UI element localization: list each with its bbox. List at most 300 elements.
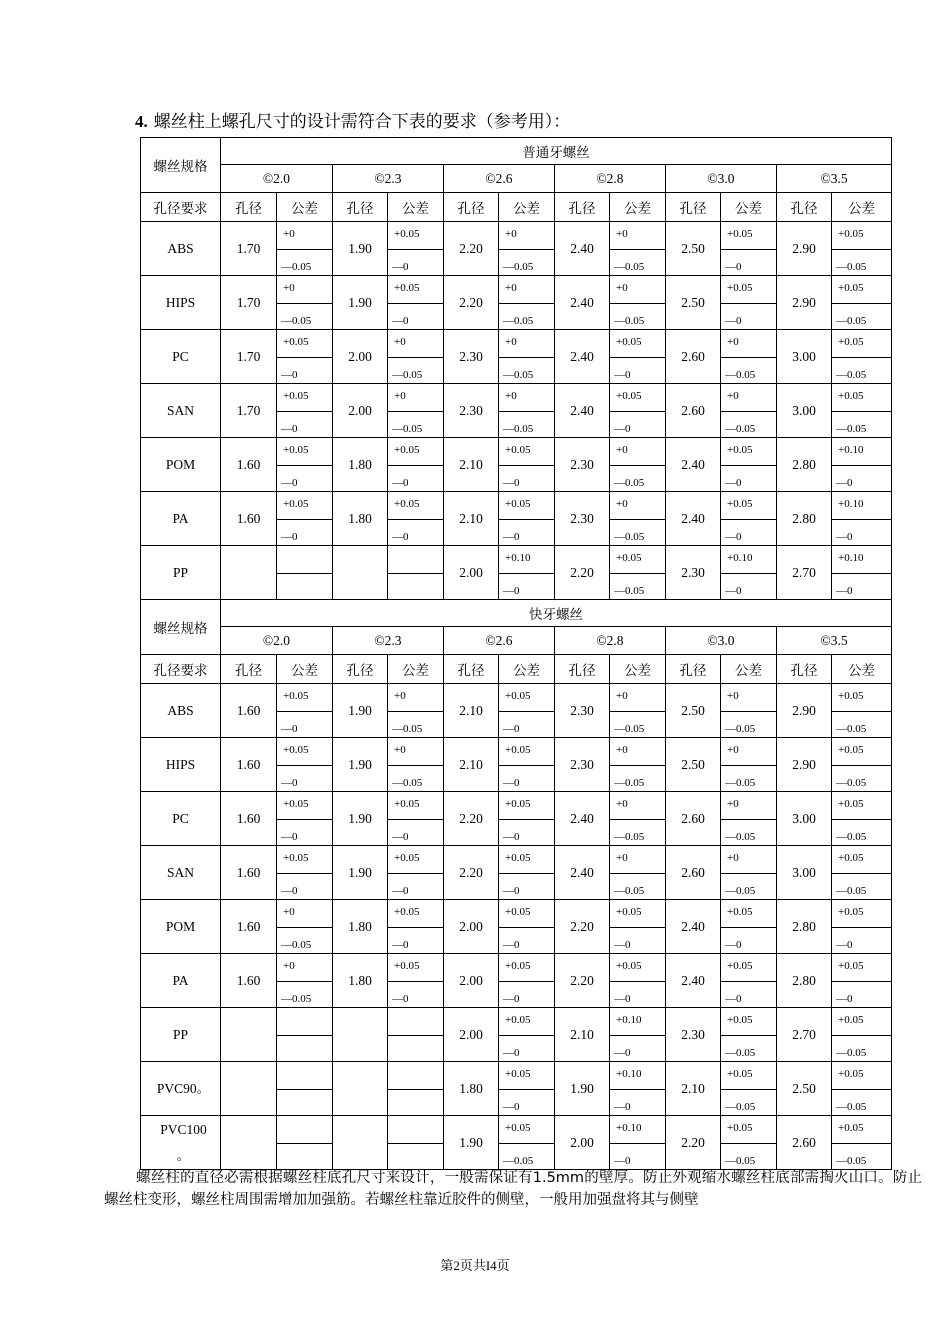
tolerance-upper: +0.05 bbox=[394, 960, 420, 972]
tolerance-cell bbox=[610, 738, 666, 792]
hole-diameter-cell: 3.00 bbox=[777, 792, 832, 846]
tolerance-header: 公差 bbox=[277, 193, 333, 222]
tolerance-header: 公差 bbox=[499, 193, 555, 222]
tolerance-lower: —0.05 bbox=[836, 1101, 867, 1113]
tolerance-upper: +0.05 bbox=[838, 906, 864, 918]
tolerance-lower: —0.05 bbox=[392, 777, 423, 789]
tolerance-divider bbox=[721, 465, 776, 466]
tolerance-divider bbox=[277, 873, 332, 874]
hole-diameter-cell: 1.70 bbox=[221, 276, 277, 330]
tolerance-lower: —0.05 bbox=[503, 423, 534, 435]
tolerance-divider bbox=[388, 711, 443, 712]
tolerance-cell bbox=[832, 438, 892, 492]
tolerance-lower: —0.05 bbox=[725, 423, 756, 435]
tolerance-lower: —0 bbox=[503, 723, 520, 735]
hole-diameter-cell: 2.00 bbox=[444, 1008, 499, 1062]
hole-diameter-cell: 2.20 bbox=[444, 792, 499, 846]
hole-diameter-cell: 1.70 bbox=[221, 222, 277, 276]
hole-diameter-cell: 2.00 bbox=[333, 384, 388, 438]
tolerance-upper: +0.05 bbox=[283, 444, 309, 456]
tolerance-divider bbox=[832, 249, 891, 250]
tolerance-divider bbox=[388, 357, 443, 358]
tolerance-divider bbox=[721, 357, 776, 358]
size-header: ©2.6 bbox=[444, 627, 555, 655]
tolerance-upper: +0 bbox=[394, 390, 406, 402]
tolerance-upper: +0.05 bbox=[505, 906, 531, 918]
table-row bbox=[141, 1008, 892, 1062]
tolerance-header: 公差 bbox=[388, 655, 444, 684]
tolerance-lower: —0 bbox=[614, 939, 631, 951]
tolerance-divider bbox=[721, 819, 776, 820]
tolerance-upper: +0.05 bbox=[505, 960, 531, 972]
tolerance-cell bbox=[499, 792, 555, 846]
tolerance-lower: —0.05 bbox=[392, 723, 423, 735]
tolerance-divider bbox=[277, 819, 332, 820]
table-row bbox=[141, 792, 892, 846]
tolerance-cell bbox=[832, 900, 892, 954]
hole-diameter-header: 孔径 bbox=[221, 655, 277, 684]
hole-diameter-cell: 2.50 bbox=[666, 276, 721, 330]
hole-diameter-cell: 2.00 bbox=[444, 900, 499, 954]
tolerance-upper: +0.05 bbox=[505, 744, 531, 756]
table-row bbox=[141, 1062, 892, 1116]
tolerance-cell bbox=[388, 330, 444, 384]
hole-diameter-cell bbox=[221, 1116, 277, 1170]
tolerance-cell bbox=[388, 546, 444, 600]
tolerance-divider bbox=[832, 573, 891, 574]
material-cell: ABS bbox=[141, 684, 221, 738]
tolerance-upper: +0 bbox=[394, 744, 406, 756]
tolerance-divider bbox=[499, 981, 554, 982]
tolerance-divider bbox=[832, 465, 891, 466]
column-header-row bbox=[141, 655, 892, 684]
tolerance-cell bbox=[832, 846, 892, 900]
hole-diameter-cell: 2.60 bbox=[777, 1116, 832, 1170]
tolerance-header: 公差 bbox=[499, 655, 555, 684]
hole-diameter-cell: 2.60 bbox=[666, 792, 721, 846]
tolerance-divider bbox=[610, 1035, 665, 1036]
tolerance-upper: +0.05 bbox=[616, 960, 642, 972]
table-row bbox=[141, 438, 892, 492]
tolerance-cell bbox=[721, 384, 777, 438]
spec-label: 螺丝规格 bbox=[141, 138, 221, 193]
tolerance-cell bbox=[610, 276, 666, 330]
tolerance-upper: +0.05 bbox=[394, 282, 420, 294]
tolerance-lower: —0 bbox=[725, 585, 742, 597]
tolerance-upper: +0 bbox=[727, 390, 739, 402]
tolerance-upper: +0.05 bbox=[505, 498, 531, 510]
tolerance-lower: —0 bbox=[725, 993, 742, 1005]
hole-diameter-cell: 1.90 bbox=[333, 738, 388, 792]
tolerance-cell bbox=[832, 276, 892, 330]
tolerance-divider bbox=[499, 927, 554, 928]
tolerance-upper: +0.05 bbox=[727, 228, 753, 240]
tolerance-cell bbox=[499, 738, 555, 792]
tolerance-cell bbox=[610, 222, 666, 276]
tolerance-header: 公差 bbox=[832, 193, 892, 222]
tolerance-cell bbox=[721, 222, 777, 276]
table-row bbox=[141, 954, 892, 1008]
hole-diameter-cell: 1.60 bbox=[221, 792, 277, 846]
size-header: ©2.0 bbox=[221, 165, 333, 193]
tolerance-cell bbox=[388, 954, 444, 1008]
hole-diameter-cell: 1.90 bbox=[333, 276, 388, 330]
tolerance-lower: —0.05 bbox=[281, 261, 312, 273]
hole-diameter-cell: 1.60 bbox=[221, 738, 277, 792]
tolerance-upper: +0.05 bbox=[505, 1068, 531, 1080]
tolerance-header: 公差 bbox=[277, 655, 333, 684]
tolerance-cell bbox=[499, 684, 555, 738]
tolerance-divider bbox=[610, 573, 665, 574]
hole-diameter-header: 孔径 bbox=[333, 655, 388, 684]
tolerance-upper: +0.05 bbox=[838, 390, 864, 402]
tolerance-lower: —0 bbox=[281, 723, 298, 735]
tolerance-divider bbox=[610, 303, 665, 304]
tolerance-cell bbox=[388, 1116, 444, 1170]
tolerance-lower: —0.05 bbox=[614, 531, 645, 543]
tolerance-cell bbox=[832, 738, 892, 792]
tolerance-upper: +0 bbox=[394, 690, 406, 702]
section-number: 4. bbox=[135, 112, 148, 131]
tolerance-divider bbox=[388, 765, 443, 766]
tolerance-lower: —0 bbox=[836, 939, 853, 951]
tolerance-upper: +0 bbox=[727, 336, 739, 348]
tolerance-upper: +0.05 bbox=[283, 498, 309, 510]
tolerance-divider bbox=[277, 981, 332, 982]
tolerance-cell bbox=[277, 1116, 333, 1170]
tolerance-upper: +0.05 bbox=[394, 498, 420, 510]
tolerance-cell bbox=[721, 900, 777, 954]
tolerance-cell bbox=[832, 546, 892, 600]
tolerance-lower: —0 bbox=[392, 939, 409, 951]
size-header: ©3.0 bbox=[666, 165, 777, 193]
tolerance-cell bbox=[832, 954, 892, 1008]
tolerance-cell bbox=[388, 738, 444, 792]
tolerance-lower: —0 bbox=[281, 885, 298, 897]
tolerance-cell bbox=[610, 330, 666, 384]
tolerance-upper: +0.05 bbox=[838, 744, 864, 756]
tolerance-lower: —0.05 bbox=[725, 1101, 756, 1113]
tolerance-divider bbox=[499, 765, 554, 766]
tolerance-cell bbox=[277, 846, 333, 900]
tolerance-upper: +0.05 bbox=[616, 336, 642, 348]
tolerance-cell bbox=[610, 792, 666, 846]
tolerance-lower: —0.05 bbox=[725, 723, 756, 735]
tolerance-cell bbox=[499, 276, 555, 330]
tolerance-header: 公差 bbox=[721, 655, 777, 684]
tolerance-upper: +0.10 bbox=[505, 552, 531, 564]
tolerance-upper: +0.05 bbox=[727, 1068, 753, 1080]
tolerance-divider bbox=[499, 357, 554, 358]
hole-diameter-header: 孔径 bbox=[333, 193, 388, 222]
tolerance-lower: —0 bbox=[503, 1047, 520, 1059]
tolerance-cell bbox=[499, 222, 555, 276]
hole-diameter-cell: 2.20 bbox=[444, 846, 499, 900]
tolerance-upper: +0 bbox=[283, 960, 295, 972]
hole-diameter-cell: 2.40 bbox=[555, 222, 610, 276]
tolerance-lower: —0.05 bbox=[614, 477, 645, 489]
hole-diameter-cell: 2.60 bbox=[666, 846, 721, 900]
tolerance-cell bbox=[499, 1008, 555, 1062]
tolerance-divider bbox=[277, 357, 332, 358]
tolerance-upper: +0.05 bbox=[727, 1122, 753, 1134]
tolerance-lower: —0.05 bbox=[725, 831, 756, 843]
hole-diameter-cell: 2.70 bbox=[777, 1008, 832, 1062]
material-cell: PC bbox=[141, 330, 221, 384]
tolerance-divider bbox=[610, 711, 665, 712]
tolerance-upper: +0 bbox=[505, 390, 517, 402]
tolerance-cell bbox=[721, 738, 777, 792]
tolerance-cell bbox=[610, 546, 666, 600]
tolerance-lower: —0.05 bbox=[281, 993, 312, 1005]
hole-diameter-cell: 2.80 bbox=[777, 438, 832, 492]
hole-diameter-cell: 2.30 bbox=[666, 1008, 721, 1062]
tolerance-upper: +0 bbox=[616, 228, 628, 240]
tolerance-lower: —0 bbox=[725, 261, 742, 273]
section-title: 螺丝柱上螺孔尺寸的设计需符合下表的要求（参考用）： bbox=[153, 112, 571, 132]
material-cell: PVC90。 bbox=[141, 1062, 221, 1116]
tolerance-divider bbox=[832, 357, 891, 358]
tolerance-lower: —0 bbox=[392, 993, 409, 1005]
tolerance-divider bbox=[388, 1143, 443, 1144]
tolerance-cell bbox=[277, 1008, 333, 1062]
tolerance-divider bbox=[388, 303, 443, 304]
tolerance-upper: +0.10 bbox=[727, 552, 753, 564]
tolerance-upper: +0.05 bbox=[838, 798, 864, 810]
tolerance-upper: +0.05 bbox=[283, 690, 309, 702]
tolerance-divider bbox=[388, 927, 443, 928]
tolerance-upper: +0.05 bbox=[838, 690, 864, 702]
tolerance-cell bbox=[832, 1008, 892, 1062]
tolerance-header: 公差 bbox=[721, 193, 777, 222]
hole-diameter-cell bbox=[221, 1008, 277, 1062]
tolerance-cell bbox=[721, 792, 777, 846]
hole-diameter-cell: 2.20 bbox=[666, 1116, 721, 1170]
tolerance-lower: —0.05 bbox=[614, 723, 645, 735]
tolerance-divider bbox=[832, 819, 891, 820]
tolerance-header: 公差 bbox=[832, 655, 892, 684]
tolerance-cell bbox=[388, 492, 444, 546]
tolerance-divider bbox=[610, 819, 665, 820]
tolerance-cell bbox=[388, 438, 444, 492]
hole-diameter-cell: 2.20 bbox=[555, 954, 610, 1008]
tolerance-cell bbox=[277, 492, 333, 546]
table-row bbox=[141, 738, 892, 792]
tolerance-upper: +0 bbox=[616, 444, 628, 456]
tolerance-divider bbox=[277, 927, 332, 928]
material-cell: POM bbox=[141, 900, 221, 954]
tolerance-divider bbox=[388, 1035, 443, 1036]
hole-diameter-cell: 1.90 bbox=[333, 222, 388, 276]
tolerance-lower: —0.05 bbox=[836, 369, 867, 381]
hole-diameter-cell: 1.80 bbox=[333, 900, 388, 954]
hole-diameter-cell: 2.00 bbox=[444, 954, 499, 1008]
tolerance-upper: +0.05 bbox=[616, 906, 642, 918]
size-row bbox=[141, 165, 892, 193]
tolerance-cell bbox=[388, 846, 444, 900]
table-row bbox=[141, 546, 892, 600]
tolerance-lower: —0.05 bbox=[725, 885, 756, 897]
hole-diameter-cell: 1.60 bbox=[221, 846, 277, 900]
hole-diameter-cell: 1.80 bbox=[333, 492, 388, 546]
tolerance-lower: —0 bbox=[614, 369, 631, 381]
tolerance-lower: —0 bbox=[392, 315, 409, 327]
tolerance-header: 公差 bbox=[388, 193, 444, 222]
tolerance-divider bbox=[388, 411, 443, 412]
tolerance-divider bbox=[499, 1089, 554, 1090]
tolerance-upper: +0.05 bbox=[838, 1014, 864, 1026]
tolerance-lower: —0.05 bbox=[614, 261, 645, 273]
hole-diameter-cell: 2.40 bbox=[666, 900, 721, 954]
tolerance-cell bbox=[277, 900, 333, 954]
tolerance-divider bbox=[388, 465, 443, 466]
hole-diameter-cell: 2.30 bbox=[444, 330, 499, 384]
tolerance-cell bbox=[832, 1116, 892, 1170]
hole-diameter-cell: 2.70 bbox=[777, 546, 832, 600]
tolerance-lower: —0.05 bbox=[503, 1155, 534, 1167]
tolerance-cell bbox=[277, 546, 333, 600]
tolerance-cell bbox=[277, 438, 333, 492]
tolerance-upper: +0 bbox=[505, 336, 517, 348]
tolerance-divider bbox=[832, 411, 891, 412]
tolerance-upper: +0.05 bbox=[838, 336, 864, 348]
tolerance-upper: +0 bbox=[727, 798, 739, 810]
tolerance-cell bbox=[832, 1062, 892, 1116]
tolerance-divider bbox=[277, 465, 332, 466]
tolerance-divider bbox=[832, 981, 891, 982]
tolerance-header: 公差 bbox=[610, 193, 666, 222]
tolerance-divider bbox=[277, 411, 332, 412]
tolerance-lower: —0 bbox=[503, 939, 520, 951]
hole-diameter-cell: 2.80 bbox=[777, 954, 832, 1008]
requirement-label: 孔径要求 bbox=[141, 655, 221, 684]
tolerance-lower: —0 bbox=[281, 831, 298, 843]
tolerance-cell bbox=[832, 792, 892, 846]
section-title: 普通牙螺丝 bbox=[221, 138, 892, 165]
tolerance-lower: —0 bbox=[836, 477, 853, 489]
tolerance-cell bbox=[388, 684, 444, 738]
tolerance-lower: —0.05 bbox=[725, 777, 756, 789]
hole-diameter-cell: 2.40 bbox=[555, 792, 610, 846]
tolerance-divider bbox=[388, 519, 443, 520]
tolerance-lower: —0 bbox=[503, 777, 520, 789]
tolerance-upper: +0.05 bbox=[505, 1122, 531, 1134]
tolerance-divider bbox=[721, 981, 776, 982]
tolerance-lower: —0.05 bbox=[503, 261, 534, 273]
tolerance-divider bbox=[721, 765, 776, 766]
hole-diameter-cell: 1.90 bbox=[444, 1116, 499, 1170]
hole-diameter-header: 孔径 bbox=[666, 655, 721, 684]
tolerance-lower: —0 bbox=[503, 1101, 520, 1113]
tolerance-lower: —0.05 bbox=[392, 369, 423, 381]
tolerance-divider bbox=[499, 465, 554, 466]
tolerance-lower: —0.05 bbox=[614, 777, 645, 789]
hole-diameter-cell: 2.30 bbox=[555, 438, 610, 492]
material-cell: PVC100 。 bbox=[141, 1116, 221, 1170]
hole-diameter-cell: 1.80 bbox=[333, 438, 388, 492]
tolerance-upper: +0.05 bbox=[283, 852, 309, 864]
size-header: ©3.5 bbox=[777, 165, 892, 193]
tolerance-cell bbox=[610, 384, 666, 438]
hole-diameter-cell: 2.20 bbox=[444, 276, 499, 330]
hole-diameter-cell: 2.40 bbox=[555, 276, 610, 330]
table-row bbox=[141, 846, 892, 900]
tolerance-upper: +0.10 bbox=[616, 1014, 642, 1026]
tolerance-upper: +0.05 bbox=[727, 906, 753, 918]
tolerance-upper: +0.05 bbox=[838, 1122, 864, 1134]
hole-diameter-cell bbox=[333, 1062, 388, 1116]
tolerance-lower: —0.05 bbox=[725, 1155, 756, 1167]
hole-diameter-cell: 1.60 bbox=[221, 438, 277, 492]
material-cell: HIPS bbox=[141, 276, 221, 330]
tolerance-cell bbox=[499, 1116, 555, 1170]
hole-diameter-cell: 2.80 bbox=[777, 492, 832, 546]
tolerance-cell bbox=[610, 1008, 666, 1062]
tolerance-upper: +0.10 bbox=[838, 498, 864, 510]
tolerance-upper: +0 bbox=[616, 744, 628, 756]
tolerance-upper: +0 bbox=[283, 228, 295, 240]
hole-diameter-header: 孔径 bbox=[555, 193, 610, 222]
tolerance-lower: —0.05 bbox=[614, 831, 645, 843]
tolerance-lower: —0.05 bbox=[836, 423, 867, 435]
tolerance-lower: —0 bbox=[503, 477, 520, 489]
tolerance-upper: +0 bbox=[283, 282, 295, 294]
tolerance-upper: +0.05 bbox=[283, 798, 309, 810]
tolerance-divider bbox=[610, 519, 665, 520]
tolerance-lower: —0 bbox=[392, 261, 409, 273]
tolerance-upper: +0.05 bbox=[838, 228, 864, 240]
tolerance-divider bbox=[388, 873, 443, 874]
section-heading bbox=[135, 107, 570, 132]
tolerance-lower: —0 bbox=[836, 531, 853, 543]
material-cell: PA bbox=[141, 492, 221, 546]
tolerance-upper: +0 bbox=[505, 228, 517, 240]
tolerance-divider bbox=[499, 819, 554, 820]
hole-diameter-header: 孔径 bbox=[555, 655, 610, 684]
requirement-label: 孔径要求 bbox=[141, 193, 221, 222]
tolerance-lower: —0.05 bbox=[836, 1155, 867, 1167]
tolerance-divider bbox=[721, 1089, 776, 1090]
tolerance-divider bbox=[499, 1143, 554, 1144]
tolerance-lower: —0 bbox=[281, 477, 298, 489]
size-row bbox=[141, 627, 892, 655]
tolerance-cell bbox=[610, 900, 666, 954]
hole-diameter-cell: 2.90 bbox=[777, 684, 832, 738]
section-header-row bbox=[141, 138, 892, 165]
tolerance-cell bbox=[277, 738, 333, 792]
size-header: ©2.6 bbox=[444, 165, 555, 193]
tolerance-upper: +0.05 bbox=[616, 390, 642, 402]
hole-diameter-cell: 1.60 bbox=[221, 954, 277, 1008]
hole-diameter-header: 孔径 bbox=[444, 655, 499, 684]
tolerance-divider bbox=[610, 465, 665, 466]
tolerance-upper: +0.10 bbox=[838, 552, 864, 564]
tolerance-cell bbox=[388, 1008, 444, 1062]
tolerance-cell bbox=[499, 846, 555, 900]
tolerance-upper: +0 bbox=[616, 852, 628, 864]
tolerance-lower: —0 bbox=[503, 831, 520, 843]
hole-diameter-cell: 3.00 bbox=[777, 846, 832, 900]
hole-diameter-cell: 1.80 bbox=[333, 954, 388, 1008]
size-header: ©2.0 bbox=[221, 627, 333, 655]
hole-diameter-cell: 2.00 bbox=[333, 330, 388, 384]
hole-diameter-cell: 2.50 bbox=[666, 738, 721, 792]
table-row bbox=[141, 222, 892, 276]
tolerance-divider bbox=[832, 303, 891, 304]
tolerance-divider bbox=[832, 927, 891, 928]
tolerance-upper: +0.05 bbox=[505, 852, 531, 864]
tolerance-cell bbox=[499, 492, 555, 546]
